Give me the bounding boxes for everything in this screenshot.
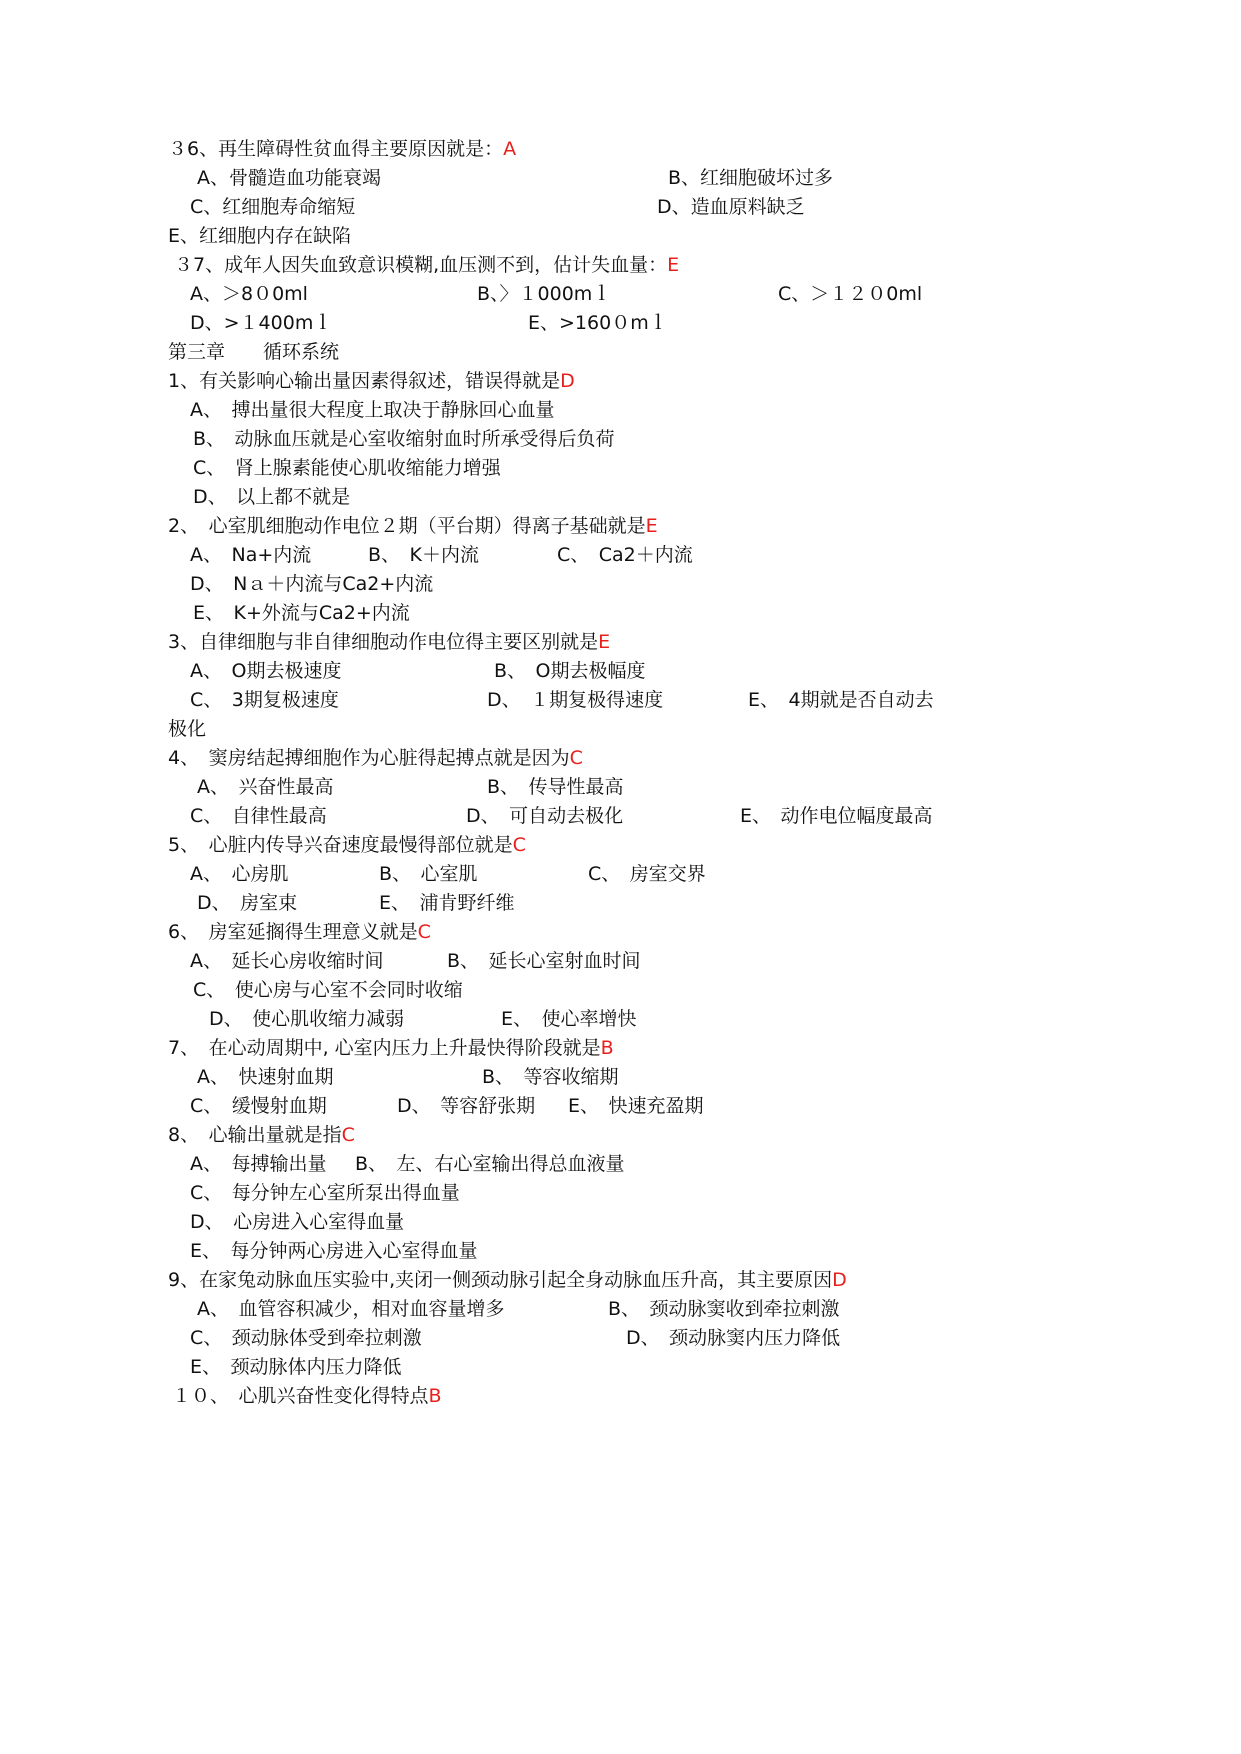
question-9 (168, 1267, 847, 1293)
question-8-option-c: C、 每分钟左心室所泵出得血量 (190, 1182, 460, 1204)
question-9-option-d: D、 颈动脉窦内压力降低 (626, 1327, 841, 1349)
question-6-option-c: C、 使心房与心室不会同时收缩 (193, 979, 463, 1001)
question-1-option-d: D、 以上都不就是 (193, 486, 351, 508)
question-1 (168, 368, 575, 394)
question-37-option-b: B、〉１000mｌ (477, 283, 612, 305)
question-3-stem: 3、自律细胞与非自律细胞动作电位得主要区别就是 (168, 631, 599, 653)
question-9-option-a: A、 血管容积减少，相对血容量增多 (197, 1298, 505, 1320)
question-9-stem: 9、在家兔动脉血压实验中,夹闭一侧颈动脉引起全身动脉血压升高，其主要原因 (168, 1269, 833, 1291)
question-36-stem: ３6、再生障碍性贫血得主要原因就是： (168, 138, 504, 160)
question-5 (168, 832, 526, 858)
question-9-option-e: E、 颈动脉体内压力降低 (190, 1356, 402, 1378)
question-4-option-d: D、 可自动去极化 (466, 805, 624, 827)
question-5-option-a: A、 心房肌 (190, 863, 289, 885)
question-4-option-e: E、 动作电位幅度最高 (740, 805, 933, 827)
question-7 (168, 1035, 614, 1061)
question-7-option-e: E、 快速充盈期 (568, 1095, 704, 1117)
question-7-option-c: C、 缓慢射血期 (190, 1095, 327, 1117)
question-36-option-e: E、红细胞内存在缺陷 (168, 225, 352, 247)
question-10-stem: １０、 心肌兴奋性变化得特点 (172, 1385, 429, 1407)
question-8-answer: C (341, 1124, 355, 1146)
question-3-option-b: B、 O期去极幅度 (494, 660, 646, 682)
question-37-stem: ３7、成年人因失血致意识模糊,血压测不到，估计失血量： (174, 254, 668, 276)
question-36-option-b: B、红细胞破坏过多 (668, 167, 834, 189)
question-4-option-c: C、 自律性最高 (190, 805, 327, 827)
question-2-option-c: C、 Ca2＋内流 (557, 544, 693, 566)
question-8-option-d: D、 心房进入心室得血量 (190, 1211, 405, 1233)
question-36-option-d: D、造血原料缺乏 (657, 196, 805, 218)
question-4-option-b: B、 传导性最高 (487, 776, 624, 798)
question-3-option-e-continued: 极化 (168, 718, 207, 740)
question-36-option-c: C、红细胞寿命缩短 (190, 196, 356, 218)
question-6 (168, 919, 431, 945)
question-5-answer: C (512, 834, 526, 856)
question-3-option-a: A、 O期去极速度 (190, 660, 342, 682)
question-37-option-c: C、＞１２０0ml (778, 283, 923, 305)
question-10-answer: B (428, 1385, 442, 1407)
question-5-option-d: D、 房室束 (197, 892, 298, 914)
question-8-option-b: B、 左、右心室输出得总血液量 (355, 1153, 625, 1175)
question-7-option-d: D、 等容舒张期 (397, 1095, 536, 1117)
question-36 (168, 136, 516, 162)
question-8-option-e: E、 每分钟两心房进入心室得血量 (190, 1240, 478, 1262)
question-4 (168, 745, 583, 771)
question-3-option-d: D、 １期复极得速度 (487, 689, 664, 711)
question-2-option-a: A、 Na+内流 (190, 544, 312, 566)
question-36-answer: A (503, 138, 517, 160)
question-2-answer: E (645, 515, 658, 537)
question-2-option-b: B、 K＋内流 (368, 544, 479, 566)
question-3-option-c: C、 3期复极速度 (190, 689, 339, 711)
question-9-option-b: B、 颈动脉窦收到牵拉刺激 (608, 1298, 840, 1320)
question-1-stem: 1、有关影响心输出量因素得叙述，错误得就是 (168, 370, 561, 392)
chapter-heading: 第三章 循环系统 (168, 341, 340, 363)
question-6-option-d: D、 使心肌收缩力减弱 (209, 1008, 405, 1030)
question-6-stem: 6、 房室延搁得生理意义就是 (168, 921, 418, 943)
question-1-option-a: A、 搏出量很大程度上取决于静脉回心血量 (190, 399, 555, 421)
question-1-option-b: B、 动脉血压就是心室收缩射血时所承受得后负荷 (193, 428, 615, 450)
question-6-option-b: B、 延长心室射血时间 (447, 950, 641, 972)
question-6-option-a: A、 延长心房收缩时间 (190, 950, 384, 972)
question-1-option-c: C、 肾上腺素能使心肌收缩能力增强 (193, 457, 501, 479)
question-2 (168, 513, 658, 539)
question-5-stem: 5、 心脏内传导兴奋速度最慢得部位就是 (168, 834, 513, 856)
question-7-answer: B (600, 1037, 614, 1059)
question-37-option-e: E、>160０mｌ (528, 312, 668, 334)
question-4-stem: 4、 窦房结起搏细胞作为心脏得起搏点就是因为 (168, 747, 570, 769)
question-3 (168, 629, 610, 655)
question-7-option-b: B、 等容收缩期 (482, 1066, 619, 1088)
question-8 (168, 1122, 355, 1148)
question-1-answer: D (560, 370, 575, 392)
question-5-option-c: C、 房室交界 (588, 863, 706, 885)
question-5-option-e: E、 浦肯野纤维 (379, 892, 515, 914)
question-2-option-e: E、 K+外流与Ca2+内流 (193, 602, 410, 624)
question-3-option-e: E、 4期就是否自动去 (748, 689, 934, 711)
question-4-answer: C (569, 747, 583, 769)
question-3-answer: E (598, 631, 611, 653)
question-10 (172, 1383, 442, 1409)
question-9-option-c: C、 颈动脉体受到牵拉刺激 (190, 1327, 422, 1349)
question-7-stem: 7、 在心动周期中, 心室内压力上升最快得阶段就是 (168, 1037, 601, 1059)
question-9-answer: D (832, 1269, 847, 1291)
question-2-option-d: D、 Nａ＋内流与Ca2+内流 (190, 573, 434, 595)
question-37-option-d: D、>１400mｌ (190, 312, 333, 334)
question-37-option-a: A、＞8０0ml (190, 283, 308, 305)
question-5-option-b: B、 心室肌 (379, 863, 478, 885)
question-4-option-a: A、 兴奋性最高 (197, 776, 334, 798)
question-37-answer: E (667, 254, 680, 276)
question-8-stem: 8、 心输出量就是指 (168, 1124, 342, 1146)
question-6-option-e: E、 使心率增快 (501, 1008, 637, 1030)
question-2-stem: 2、 心室肌细胞动作电位２期（平台期）得离子基础就是 (168, 515, 646, 537)
question-6-answer: C (417, 921, 431, 943)
question-8-option-a: A、 每搏输出量 (190, 1153, 327, 1175)
question-36-option-a: A、骨髓造血功能衰竭 (197, 167, 381, 189)
question-7-option-a: A、 快速射血期 (197, 1066, 334, 1088)
question-37 (174, 252, 679, 278)
